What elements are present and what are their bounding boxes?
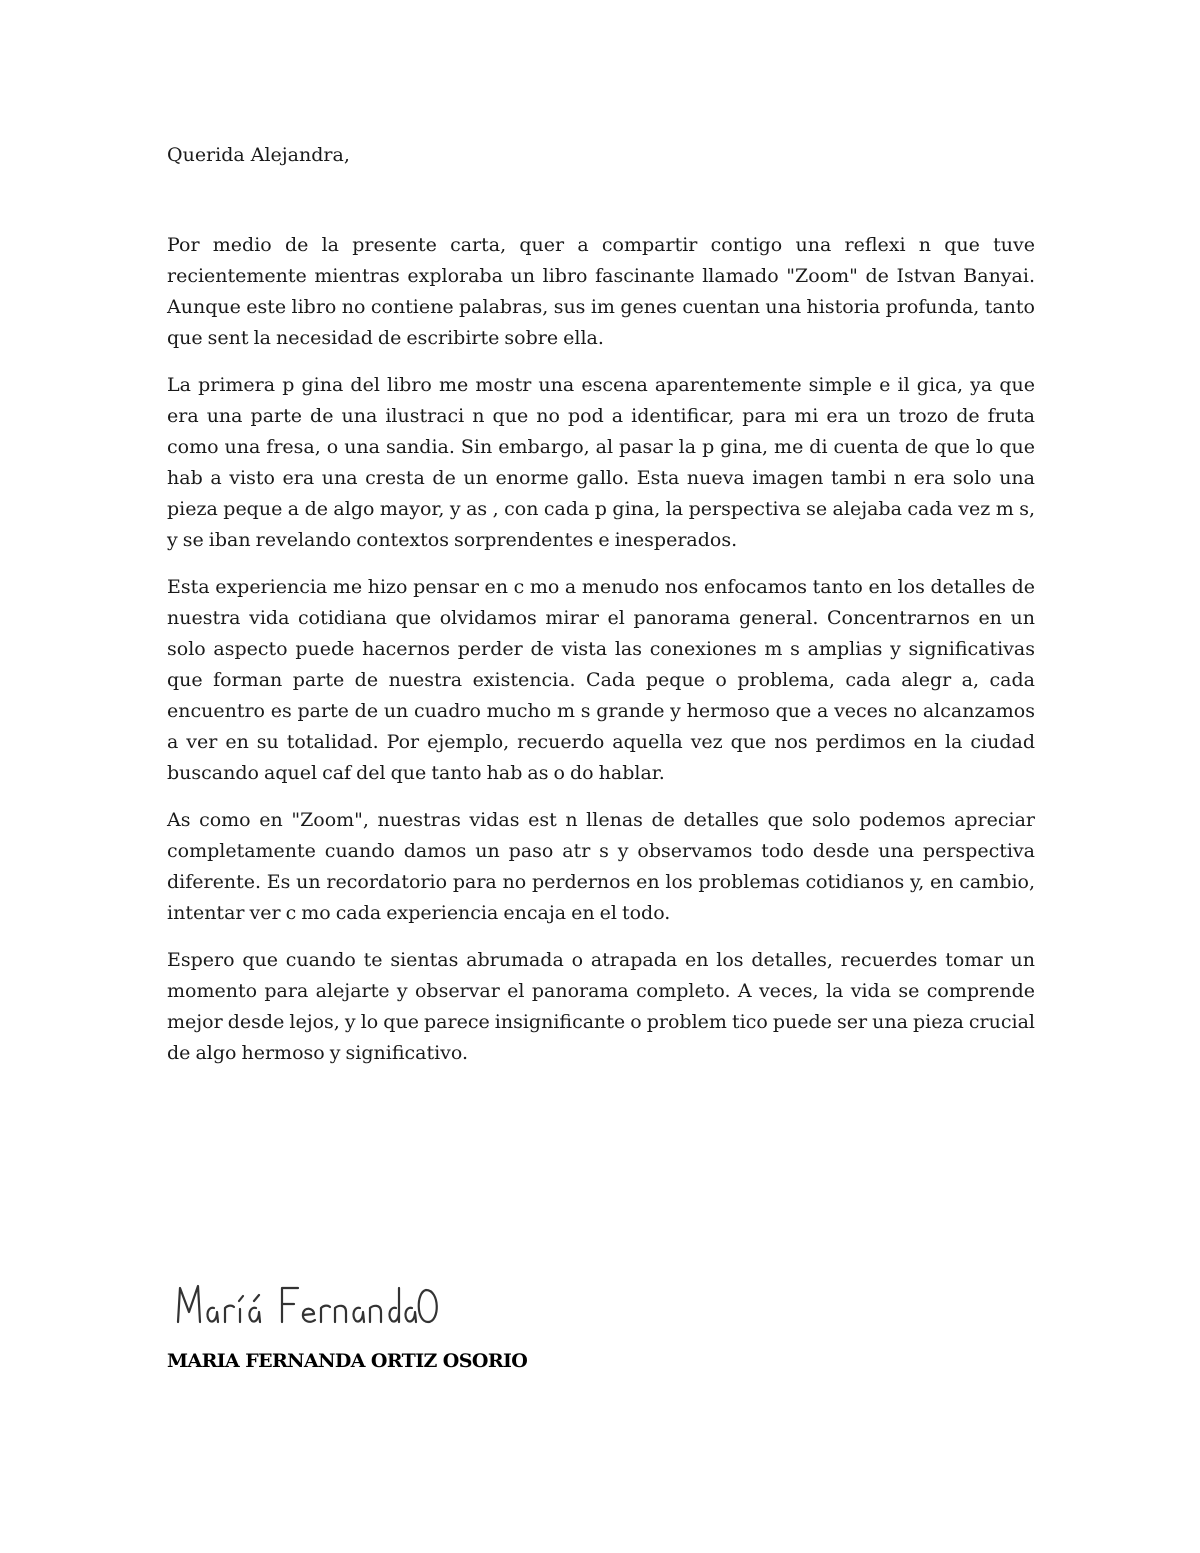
paragraph-1: Por medio de la presente carta, quer a compartir contigo una reflexi n que tuve recientemente mientras exploraba un libro fascinante llamado "Zoom" de Istvan Banyai. Aunque este libro no contiene palabras, sus im genes cuentan una historia profunda, tanto que sent la necesidad de escribirte sobre ella. <box>167 234 1041 349</box>
handwritten-signature <box>170 1268 670 1338</box>
letter-body <box>167 140 1041 1085</box>
signature-image <box>170 1268 460 1338</box>
salutation: Querida Alejandra, <box>167 144 350 166</box>
paragraph-5: Espero que cuando te sientas abrumada o atrapada en los detalles, recuerdes tomar un momento para alejarte y observar el panorama completo. A veces, la vida se comprende mejor desde lejos, y lo que parece insignificante o problem tico puede ser una pieza crucial de algo hermoso y significativo. <box>167 949 1041 1064</box>
signer-printed-name: MARIA FERNANDA ORTIZ OSORIO <box>167 1350 528 1372</box>
paragraph-2: La primera p gina del libro me mostr una escena aparentemente simple e il gica, ya que era una parte de una ilustraci n que no pod a identificar, para mi era un trozo de fruta como una fresa, o una sandia. Sin embargo, al pasar la p gina, me di cuenta de que lo que hab a visto era una cresta de un enorme gallo. Esta nueva imagen tambi n era solo una pieza peque a de algo mayor, y as , con cada p gina, la perspectiva se alejaba cada vez m s, y se iban revelando contextos sorprendentes e inesperados. <box>167 374 1041 551</box>
letter-paragraphs <box>167 230 1041 1069</box>
paragraph-4: As como en "Zoom", nuestras vidas est n llenas de detalles que solo podemos apreciar completamente cuando damos un paso atr s y observamos todo desde una perspectiva diferente. Es un recordatorio para no perdernos en los problemas cotidianos y, en cambio, intentar ver c mo cada experiencia encaja en el todo. <box>167 809 1041 924</box>
paragraph-3: Esta experiencia me hizo pensar en c mo a menudo nos enfocamos tanto en los detalles de nuestra vida cotidiana que olvidamos mirar el panorama general. Concentrarnos en un solo aspecto puede hacernos perder de vista las conexiones m s amplias y significativas que forman parte de nuestra existencia. Cada peque o problema, cada alegr a, cada encuentro es parte de un cuadro mucho m s grande y hermoso que a veces no alcanzamos a ver en su totalidad. Por ejemplo, recuerdo aquella vez que nos perdimos en la ciudad buscando aquel caf del que tanto hab as o do hablar. <box>167 576 1041 784</box>
